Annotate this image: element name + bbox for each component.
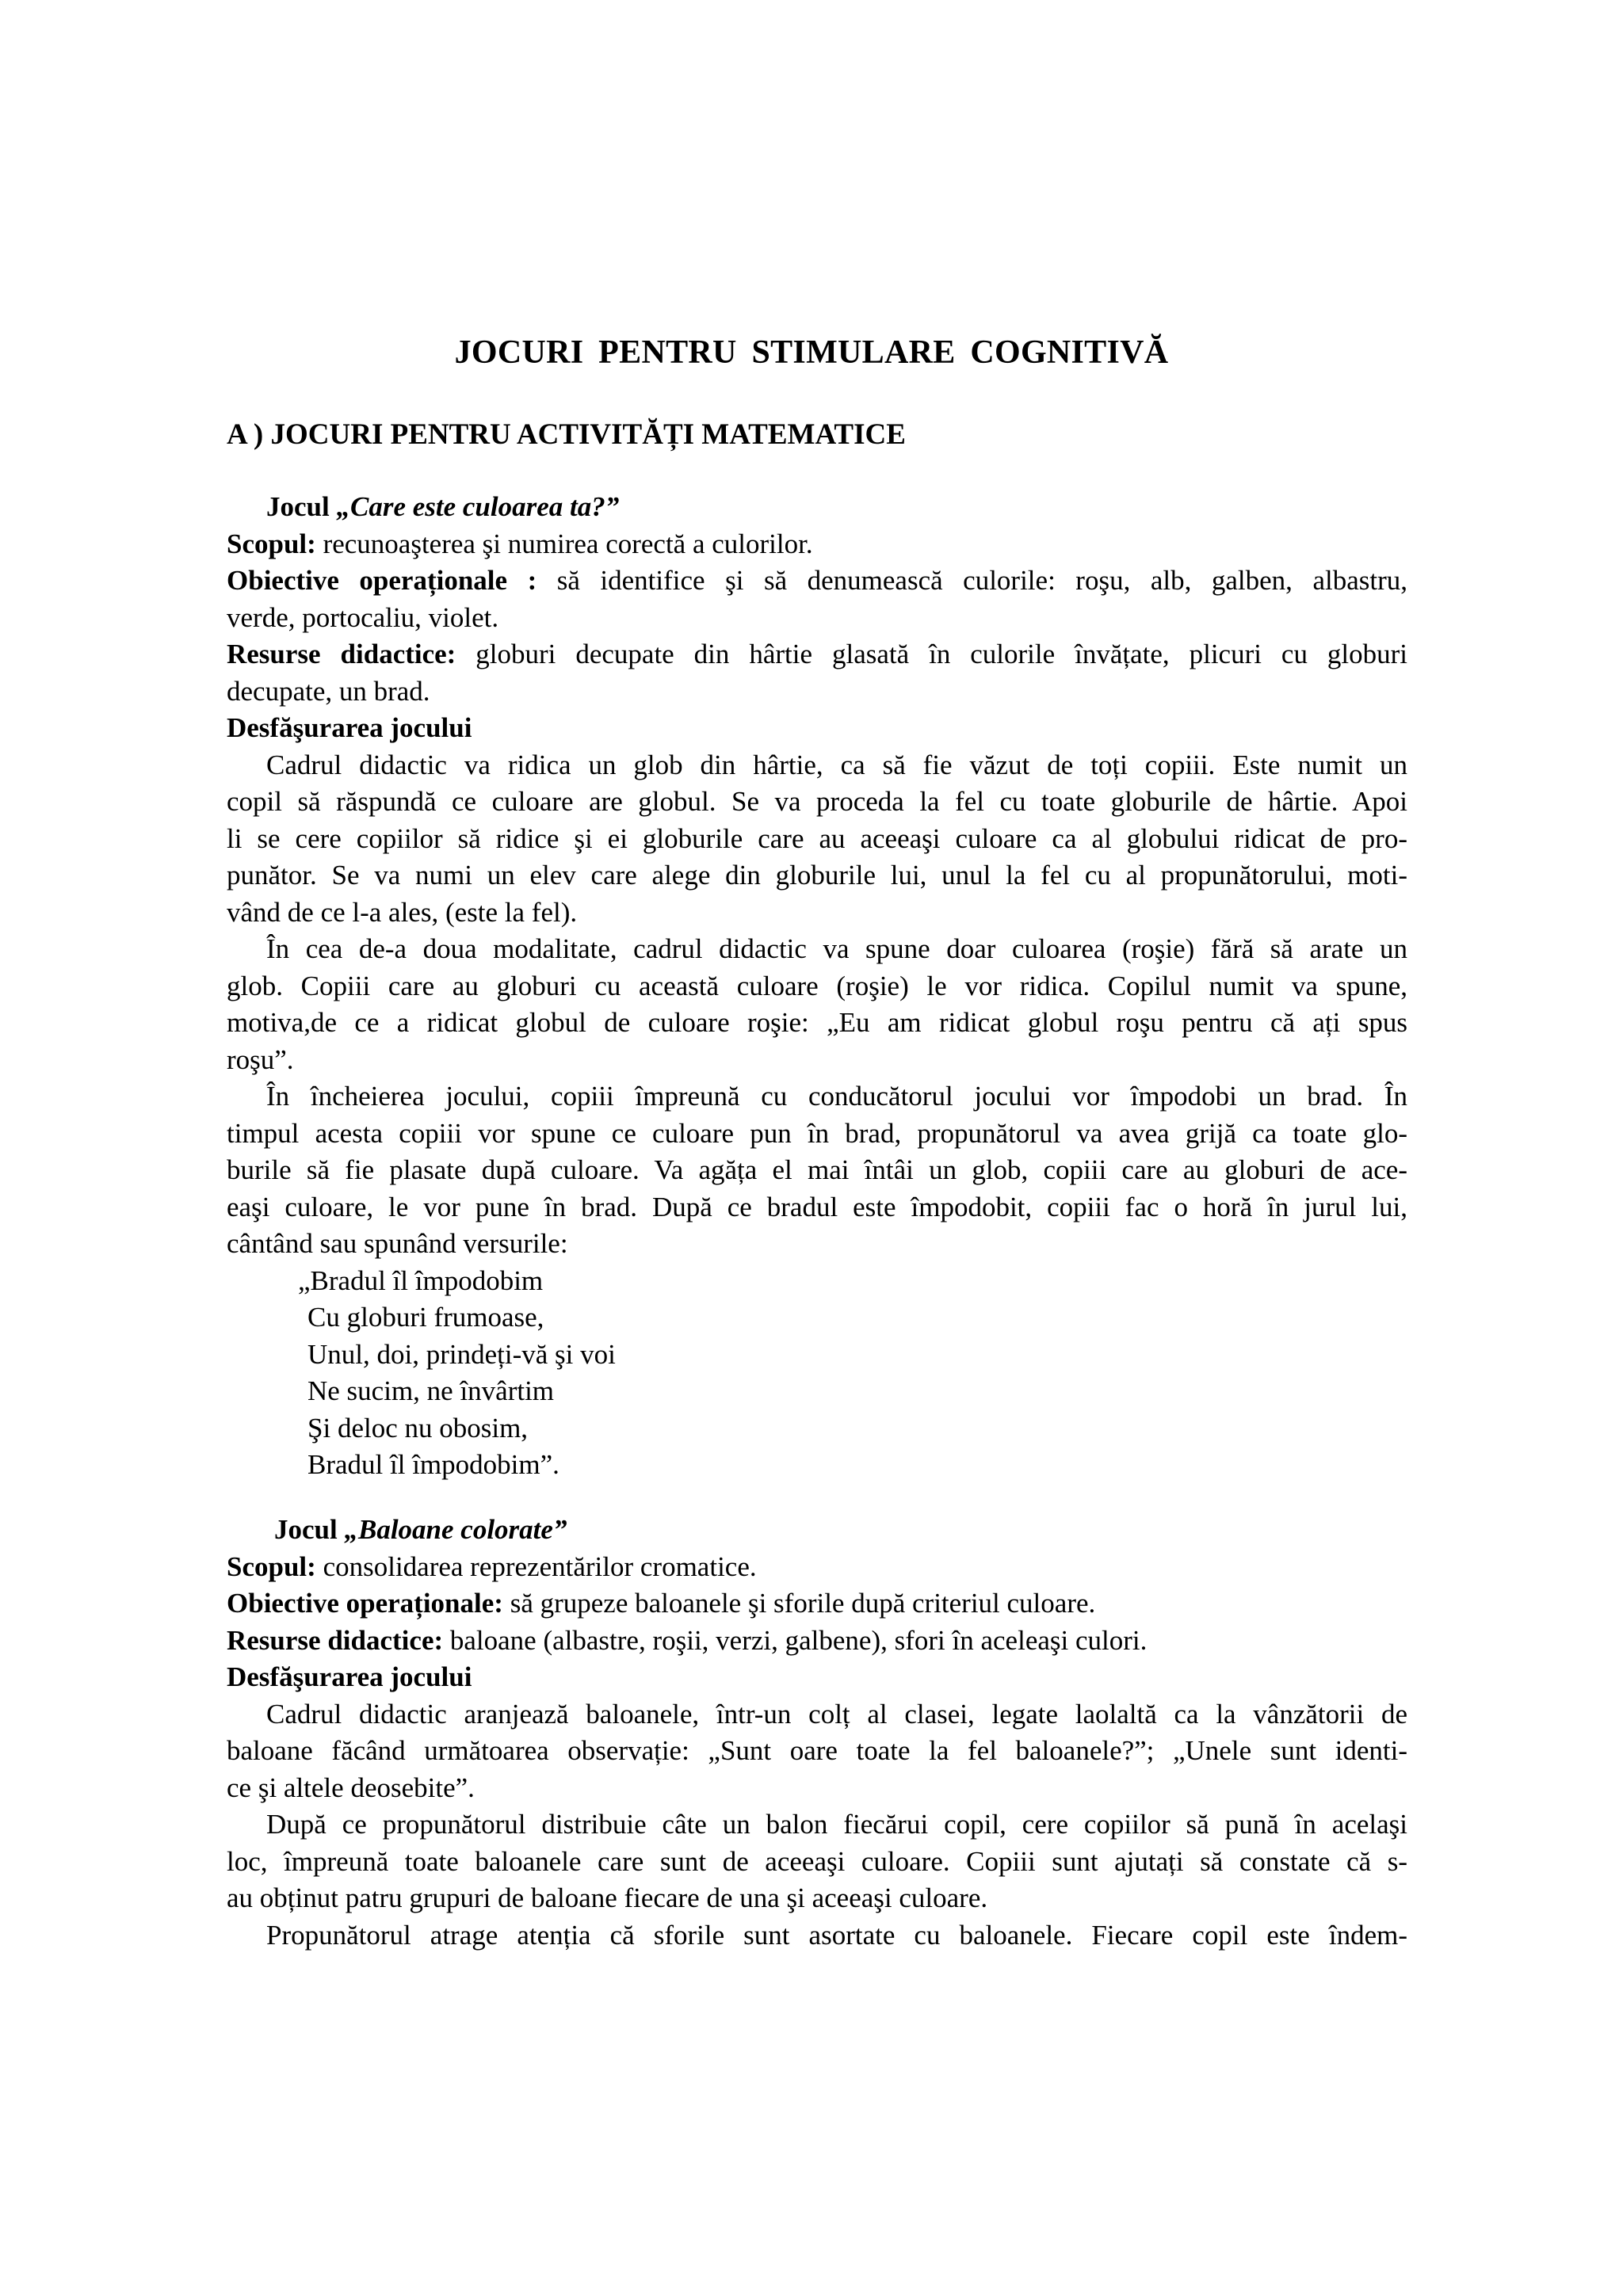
game-1-desfasurare-label: Desfăşurarea jocului <box>227 712 472 743</box>
paragraph-line: În cea de-a doua modalitate, cadrul didactic va spune doar culoarea (roşie) fără să arate un <box>266 933 1407 964</box>
obiective-label: Obiective operaționale : <box>227 565 537 596</box>
obiective-text: să grupeze baloanele şi sforile după criteriul culoare. <box>502 1588 1096 1619</box>
game-1-section <box>227 489 1407 1484</box>
paragraph-line: eaşi culoare, le vor pune în brad. După ce bradul este împodobit, copiii fac o horă în jurul lui, <box>227 1191 1407 1222</box>
paragraph-line: ce şi altele deosebite”. <box>227 1772 475 1803</box>
obiective-text: să identifice şi să denumească culorile: roşu, alb, galben, albastru, <box>537 565 1407 596</box>
verse-line: Ne sucim, ne învârtim <box>307 1375 555 1406</box>
paragraph-line: Cadrul didactic va ridica un glob din hârtie, ca să fie văzut de toți copiii. Este numit un <box>266 749 1407 780</box>
game-1-name: „Care este culoarea ta?” <box>336 491 620 522</box>
paragraph-line: glob. Copiii care au globuri cu această culoare (roşie) le vor ridica. Copilul numit va spune, <box>227 970 1407 1001</box>
game-1-obiective-cont: verde, portocaliu, violet. <box>227 601 499 633</box>
resurse-text: globuri decupate din hârtie glasată în culorile învățate, plicuri cu globuri <box>456 639 1407 669</box>
paragraph-line: loc, împreună toate baloanele care sunt de aceeaşi culoare. Copiii sunt ajutați să constate că s- <box>227 1845 1407 1877</box>
paragraph-line: cântând sau spunând versurile: <box>227 1228 568 1259</box>
resurse-label: Resurse didactice: <box>227 1624 444 1656</box>
paragraph-line: În încheierea jocului, copiii împreună cu conducătorul jocului vor împodobi un brad. În <box>266 1081 1407 1112</box>
paragraph-line: baloane făcând următoarea observație: „Sunt oare toate la fel baloanele?”; „Unele sunt identi- <box>227 1735 1407 1766</box>
verse-line: „Bradul îl împodobim <box>298 1264 544 1296</box>
paragraph-line: li se cere copiilor să ridice şi ei globurile care au aceeaşi culoare ca al globului ridicat de pro- <box>227 822 1407 854</box>
game-2-section <box>227 1512 1407 1954</box>
resurse-text: baloane (albastre, roşii, verzi, galbene), sfori în aceleaşi culori. <box>443 1624 1148 1656</box>
resurse-label: Resurse didactice: <box>227 639 456 669</box>
scop-text: consolidarea reprezentărilor cromatice. <box>315 1550 757 1582</box>
game-2-desfasurare-label: Desfăşurarea jocului <box>227 1661 472 1692</box>
game-1-scop <box>227 526 1407 563</box>
obiective-label: Obiective operaționale: <box>227 1588 503 1619</box>
paragraph-line: Cadrul didactic aranjează baloanele, într-un colț al clasei, legate laolaltă ca la vânzătorii de <box>266 1698 1407 1730</box>
paragraph-line: motiva,de ce a ridicat globul de culoare roşie: „Eu am ridicat globul roşu pentru că ați spus <box>227 1007 1407 1038</box>
paragraph-line: burile să fie plasate după culoare. Va agăța el mai întâi un glob, copiii care au globuri de ace- <box>227 1154 1407 1185</box>
game-2-scop <box>227 1549 1407 1586</box>
paragraph-line: copil să răspundă ce culoare are globul. Se va proceda la fel cu toate globurile de hârtie. Apoi <box>227 786 1407 817</box>
scop-label: Scopul: <box>227 528 316 559</box>
game-1-resurse-cont: decupate, un brad. <box>227 675 430 707</box>
paragraph-line: vând de ce l-a ales, (este la fel). <box>227 896 578 928</box>
paragraph-line: au obținut patru grupuri de baloane fiecare de una şi aceeaşi culoare. <box>227 1882 988 1913</box>
verse-line: Unul, doi, prindeți-vă şi voi <box>307 1338 616 1370</box>
game-1-prefix: Jocul <box>266 491 337 522</box>
game-2-prefix: Jocul <box>274 1514 345 1545</box>
verse-line: Cu globuri frumoase, <box>307 1302 544 1333</box>
paragraph-line: punător. Se va numi un elev care alege din globurile lui, unul la fel cu al propunătorului, moti- <box>227 860 1407 891</box>
page-title: JOCURI PENTRU STIMULARE COGNITIVĂ <box>454 334 1169 371</box>
paragraph-line: roşu”. <box>227 1043 294 1075</box>
paragraph-line: După ce propunătorul distribuie câte un balon fiecărui copil, cere copiilor să pună în acelaşi <box>266 1809 1407 1840</box>
game-2-name: „Baloane colorate” <box>344 1514 567 1545</box>
game-2-title <box>227 1512 1407 1549</box>
scop-label: Scopul: <box>227 1550 316 1582</box>
scop-text: recunoaşterea şi numirea corectă a culorilor. <box>315 528 813 559</box>
game-1-obiective <box>227 563 1407 600</box>
game-2-obiective <box>227 1585 1407 1623</box>
game-1-resurse <box>227 636 1407 673</box>
section-heading: A ) JOCURI PENTRU ACTIVITĂȚI MATEMATICE <box>227 418 906 451</box>
verse-line: Şi deloc nu obosim, <box>307 1412 529 1444</box>
game-1-title <box>227 489 1407 526</box>
paragraph-line: Propunătorul atrage atenția că sforile sunt asortate cu baloanele. Fiecare copil este îndem- <box>266 1919 1407 1951</box>
paragraph-line: timpul acesta copiii vor spune ce culoare pun în brad, propunătorul va avea grijă ca toate glo- <box>227 1117 1407 1149</box>
game-2-resurse <box>227 1623 1407 1660</box>
verse-line: Bradul îl împodobim”. <box>307 1449 559 1480</box>
